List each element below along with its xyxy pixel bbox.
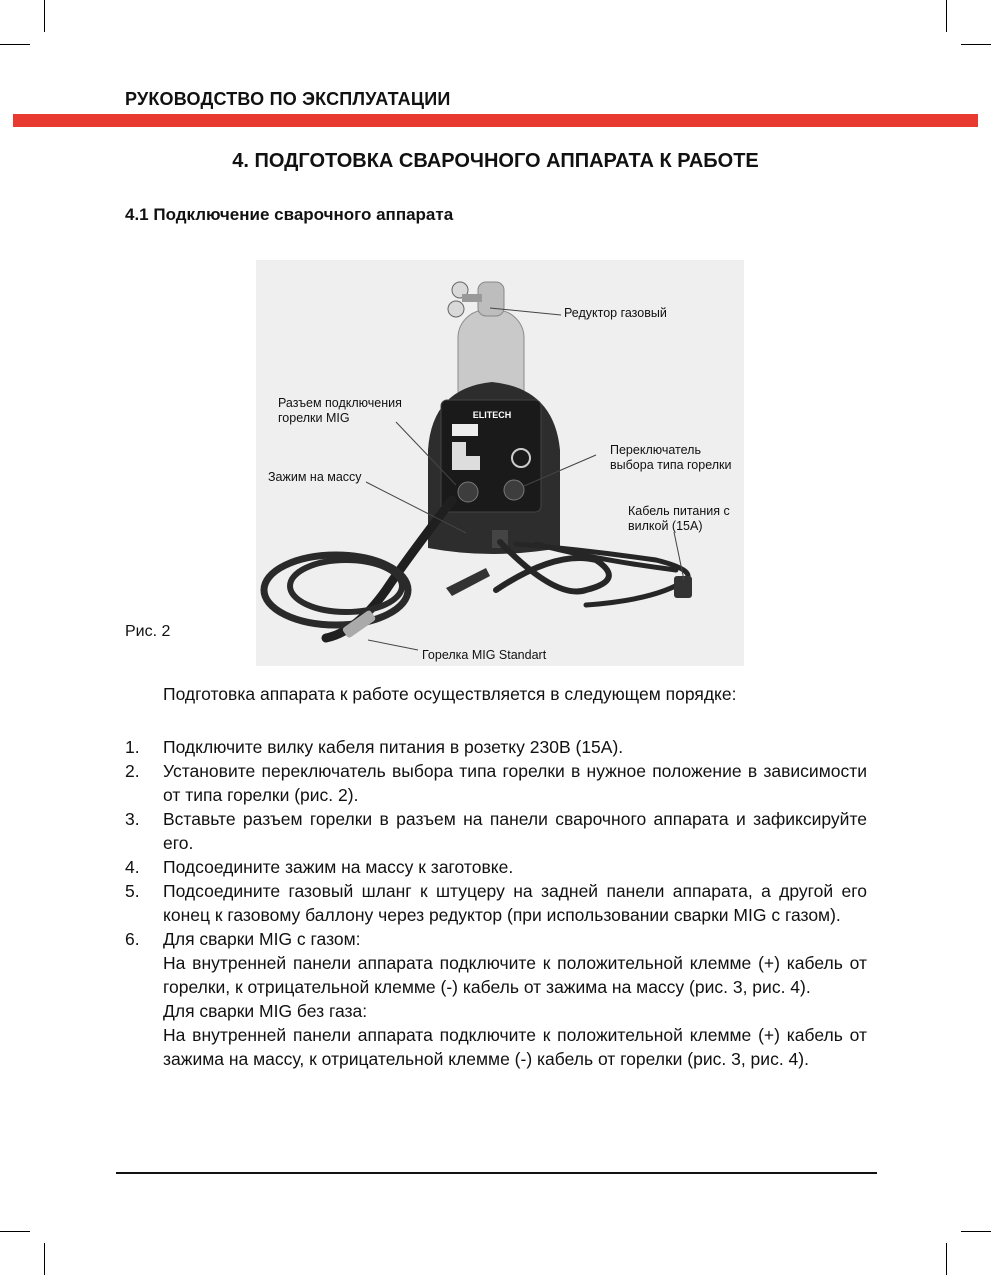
power-plug-icon (674, 576, 692, 598)
crop-mark (44, 1243, 45, 1275)
subsection-title: 4.1 Подключение сварочного аппарата (125, 205, 454, 224)
crop-mark (0, 44, 30, 45)
steps-list (125, 735, 867, 1071)
label-torch-connector: Разъем подключения горелки MIG (278, 396, 402, 425)
step-number: 2. (125, 761, 140, 781)
label-mig-torch: Горелка MIG Standart (422, 648, 547, 662)
crop-mark (0, 1231, 30, 1232)
ground-clamp-icon (446, 568, 490, 596)
list-item (125, 807, 867, 855)
list-item (125, 927, 867, 1071)
crop-mark (946, 0, 947, 32)
list-item (125, 855, 867, 879)
welder-figure (256, 260, 744, 666)
brand-logo: ELITECH (472, 410, 512, 420)
step-text: Для сварки MIG без газа: (163, 1001, 368, 1021)
step-text: Подключите вилку кабеля питания в розетку 230В (15А). (163, 737, 624, 757)
welder-machine (428, 382, 560, 554)
section-title: 4. ПОДГОТОВКА СВАРОЧНОГО АППАРАТА К РАБОТЕ (232, 150, 759, 172)
figure-caption: Рис. 2 (125, 623, 171, 640)
step-text: На внутренней панели аппарата подключите к положительной клемме (+) кабель от зажима на массу, к отрицательной клемме (-) кабель от горелки (рис. 3, рис. 4). (163, 1025, 867, 1069)
label-torch-type-switch: Переключатель выбора типа горелки (610, 443, 732, 472)
step-number: 6. (125, 929, 140, 949)
step-text: Для сварки MIG с газом: (163, 929, 361, 949)
footer-rule (116, 1172, 877, 1174)
step-text: Установите переключатель выбора типа горелки в нужное положение в зависимости от типа горелки (рис. 2). (163, 761, 867, 805)
step-number: 5. (125, 881, 140, 901)
label-ground-clamp: Зажим на массу (268, 470, 362, 484)
crop-mark (961, 1231, 991, 1232)
intro-text: Подготовка аппарата к работе осуществляется в следующем порядке: (163, 684, 737, 704)
step-number: 1. (125, 737, 140, 757)
label-gas-reducer: Редуктор газовый (564, 306, 667, 320)
crop-mark (961, 44, 991, 45)
list-item (125, 879, 867, 927)
list-item (125, 759, 867, 807)
header-accent-bar (13, 114, 978, 127)
label-power-cable: Кабель питания с вилкой (15А) (628, 504, 730, 533)
crop-mark (44, 0, 45, 32)
step-text: Подсоедините зажим на массу к заготовке. (163, 857, 514, 877)
step-number: 4. (125, 857, 140, 877)
list-item (125, 735, 867, 759)
step-text: Вставьте разъем горелки в разъем на панели сварочного аппарата и зафиксируйте его. (163, 809, 867, 853)
step-text: На внутренней панели аппарата подключите к положительной клемме (+) кабель от горелки, к отрицательной клемме (-) кабель от зажима на массу (рис. 3, рис. 4). (163, 953, 867, 997)
manual-header-title: РУКОВОДСТВО ПО ЭКСПЛУАТАЦИИ (125, 89, 451, 109)
step-number: 3. (125, 809, 140, 829)
step-text: Подсоедините газовый шланг к штуцеру на задней панели аппарата, а другой его конец к газовому баллону через редуктор (при использовании сварки MIG с газом). (163, 881, 867, 925)
crop-mark (946, 1243, 947, 1275)
